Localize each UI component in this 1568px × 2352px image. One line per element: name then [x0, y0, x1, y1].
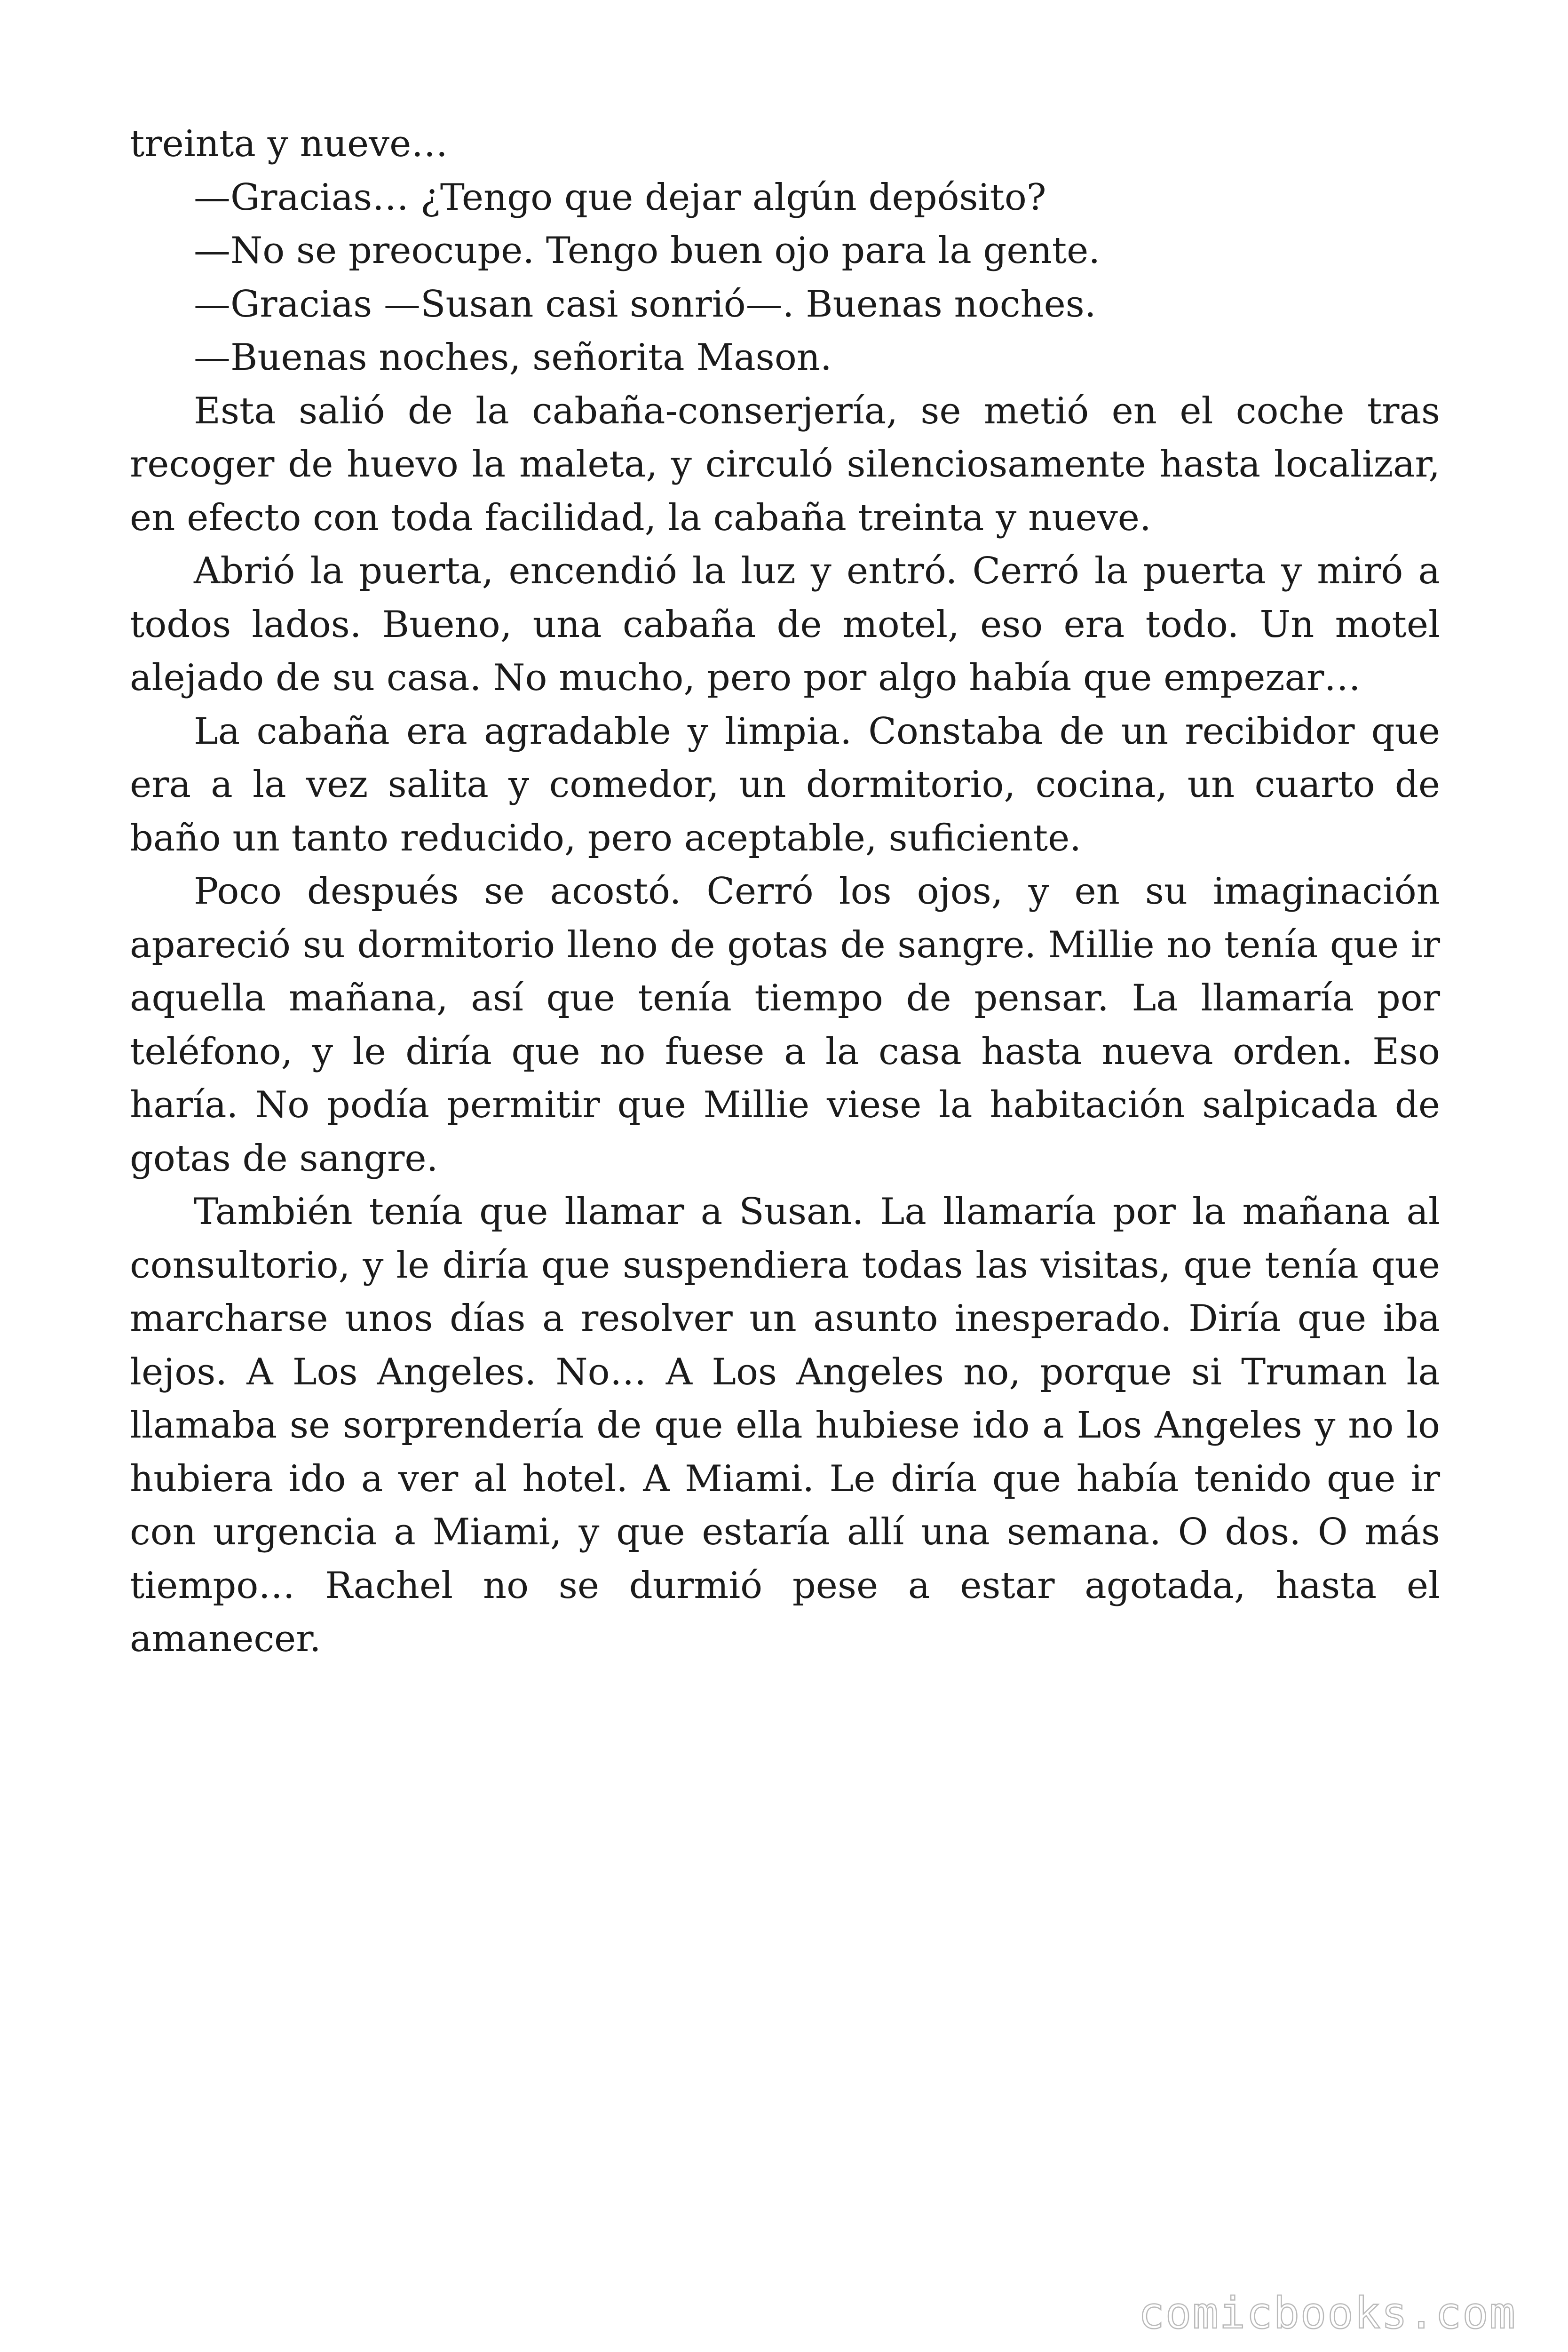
dialogue-line: —Gracias —Susan casi sonrió—. Buenas noches. [194, 283, 1096, 326]
dialogue-line: —No se preocupe. Tengo buen ojo para la gente. [194, 230, 1101, 272]
paragraph: Abrió la puerta, encendió la luz y entró. Cerró la puerta y miró a todos lados. Bueno, una cabaña de motel, eso era todo. Un motel alejado de su casa. No mucho, pero por algo había que empezar… [130, 550, 1440, 699]
paragraph-continuation: treinta y nueve… [130, 123, 448, 165]
dialogue-line: —Gracias… ¿Tengo que dejar algún depósito? [194, 176, 1046, 219]
paragraph: Esta salió de la cabaña-conserjería, se metió en el coche tras recoger de huevo la maleta, y circuló silenciosamente hasta localizar, en efecto con toda facilidad, la cabaña treinta y nueve. [130, 389, 1440, 539]
paragraph: Poco después se acostó. Cerró los ojos, y en su imaginación apareció su dormitorio lleno de gotas de sangre. Millie no tenía que ir aquella mañana, así que tenía tiempo de pensar. La llamaría por teléfono, y le diría que no fuese a la casa hasta nueva orden. Eso haría. No podía permitir que Millie viese la habitación salpicada de gotas de sangre. [130, 870, 1440, 1180]
paragraph: También tenía que llamar a Susan. La llamaría por la mañana al consultorio, y le diría que suspendiera todas las visitas, que tenía que marcharse unos días a resolver un asunto inesperado. Diría que iba lejos. A Los Angeles. No… A Los Angeles no, porque si Truman la llamaba se sorprendería de que ella hubiese ido a Los Angeles y no lo hubiera ido a ver al hotel. A Miami. Le diría que había tenido que ir con urgencia a Miami, y que estaría allí una semana. O dos. O más tiempo… Rachel no se durmió pese a estar agotada, hasta el amanecer. [130, 1191, 1440, 1660]
watermark-logo: comicbooks.com [1138, 2288, 1516, 2338]
body-text [130, 118, 1440, 1666]
paragraph: La cabaña era agradable y limpia. Constaba de un recibidor que era a la vez salita y comedor, un dormitorio, cocina, un cuarto de baño un tanto reducido, pero aceptable, suficiente. [130, 710, 1440, 859]
dialogue-line: —Buenas noches, señorita Mason. [194, 336, 832, 379]
